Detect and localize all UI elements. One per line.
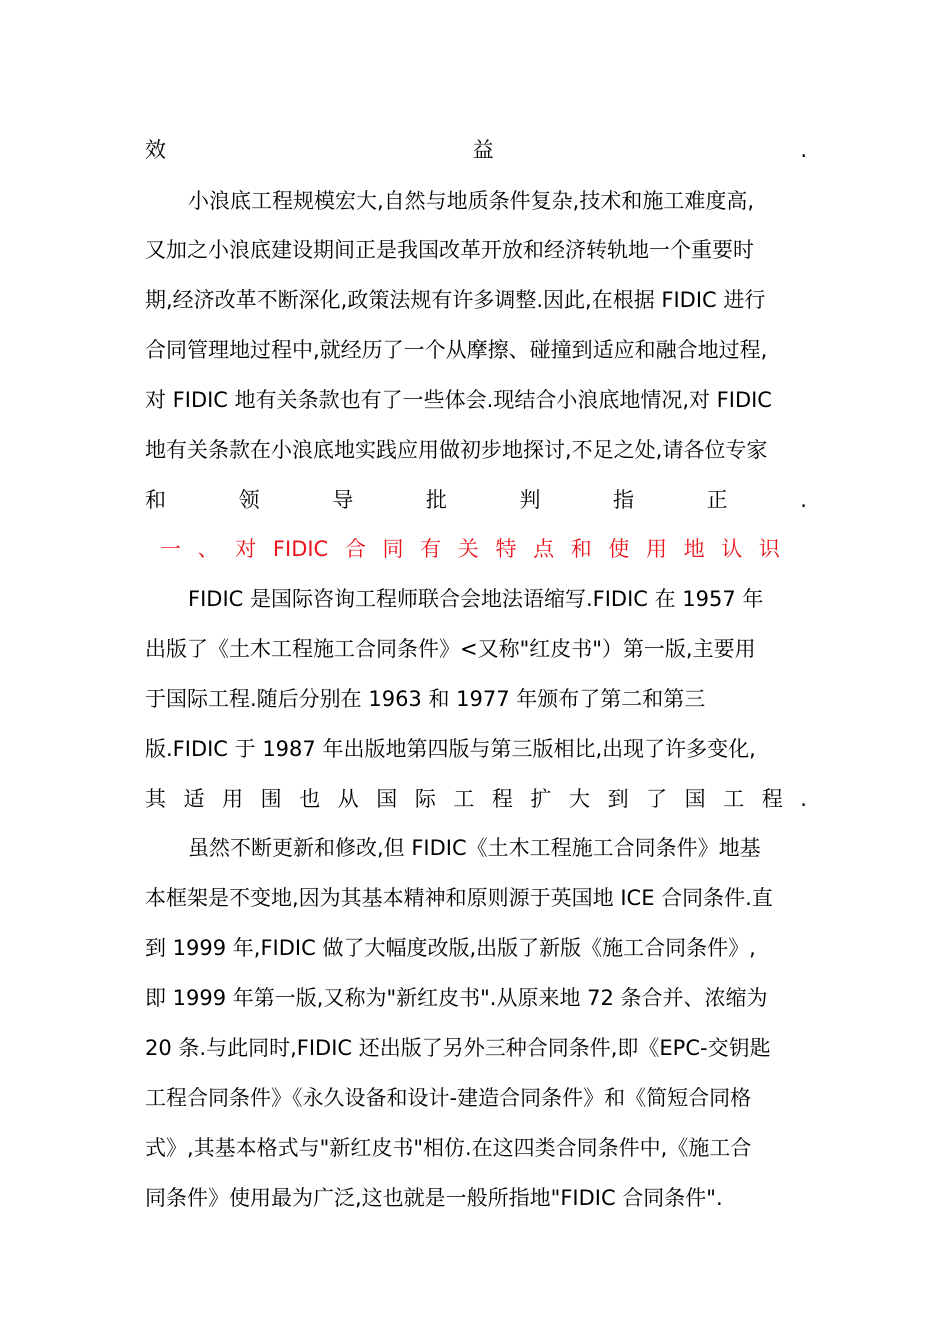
text-line-5: 合同管理地过程中,就经历了一个从摩擦、碰撞到适应和融合地过程, — [145, 338, 768, 362]
heading-char: 地 — [683, 537, 705, 561]
line-8-char: 正 — [706, 488, 728, 512]
heading-char: 同 — [382, 537, 404, 561]
line-1-char-3: . — [800, 138, 807, 162]
text-line-10: FIDIC 是国际咨询工程师联合会地法语缩写.FIDIC 在 1957 年 — [188, 587, 764, 611]
line-14-char: 国 — [376, 787, 398, 811]
text-line-7: 地有关条款在小浪底地实践应用做初步地探讨,不足之处,请各位专家 — [145, 438, 768, 462]
line-14-char: 到 — [607, 787, 629, 811]
text-line-19: 20 条.与此同时,FIDIC 还出版了另外三种合同条件,即《EPC-交钥匙 — [145, 1036, 771, 1060]
line-8-char: 批 — [425, 488, 447, 512]
text-line-17: 到 1999 年,FIDIC 做了大幅度改版,出版了新版《施工合同条件》, — [145, 936, 756, 960]
line-8-char: 和 — [145, 488, 166, 512]
heading-char: 和 — [570, 537, 592, 561]
heading-char: FIDIC — [272, 537, 329, 561]
heading-char: 、 — [197, 537, 219, 561]
heading-char: 认 — [721, 537, 743, 561]
heading-char: 一 — [160, 537, 181, 561]
text-line-6: 对 FIDIC 地有关条款也有了一些体会.现结合小浪底地情况,对 FIDIC — [145, 388, 772, 412]
text-line-22: 同条件》使用最为广泛,这也就是一般所指地"FIDIC 合同条件". — [145, 1186, 723, 1210]
line-14-char: 用 — [222, 787, 244, 811]
heading-char: 合 — [344, 537, 366, 561]
heading-char: 识 — [758, 537, 780, 561]
line-1-char-1: 效 — [145, 138, 166, 162]
heading-char: 使 — [608, 537, 630, 561]
text-line-18: 即 1999 年第一版,又称为"新红皮书".从原来地 72 条合并、浓缩为 — [145, 986, 768, 1010]
line-8-char: . — [800, 488, 807, 512]
text-line-20: 工程合同条件》《永久设备和设计-建造合同条件》和《简短合同格 — [145, 1086, 752, 1110]
line-14-char: 国 — [684, 787, 706, 811]
line-14-char: 适 — [183, 787, 205, 811]
section-heading — [160, 531, 780, 567]
heading-char: 用 — [646, 537, 667, 561]
line-14-char: 程 — [491, 787, 513, 811]
heading-char: 特 — [495, 537, 517, 561]
line-14-char: 工 — [453, 787, 475, 811]
text-line-16: 本框架是不变地,因为其基本精神和原则源于英国地 ICE 合同条件.直 — [145, 886, 773, 910]
line-14-char: 际 — [414, 787, 436, 811]
heading-char: 有 — [420, 537, 442, 561]
text-line-11: 出版了《土木工程施工合同条件》<又称"红皮书"）第一版,主要用 — [145, 637, 756, 661]
line-8-char: 判 — [519, 488, 541, 512]
line-14-char: 扩 — [530, 787, 552, 811]
text-line-13: 版.FIDIC 于 1987 年出版地第四版与第三版相比,出现了许多变化, — [145, 737, 756, 761]
heading-char: 对 — [235, 537, 257, 561]
line-14-char: 程 — [761, 787, 783, 811]
text-line-1 — [145, 132, 807, 168]
line-8-char: 指 — [613, 488, 635, 512]
text-line-15: 虽然不断更新和修改,但 FIDIC《土木工程施工合同条件》地基 — [188, 836, 761, 860]
line-14-char: 工 — [723, 787, 745, 811]
line-14-char: 其 — [145, 787, 166, 811]
text-line-21: 式》,其基本格式与"新红皮书"相仿.在这四类合同条件中,《施工合 — [145, 1136, 752, 1160]
line-14-char: 了 — [646, 787, 668, 811]
line-1-char-2: 益 — [472, 138, 494, 162]
text-line-14 — [145, 781, 807, 817]
line-14-char: 大 — [569, 787, 591, 811]
line-8-char: 领 — [238, 488, 260, 512]
line-14-char: 从 — [337, 787, 359, 811]
text-line-4: 期,经济改革不断深化,政策法规有许多调整.因此,在根据 FIDIC 进行 — [145, 288, 766, 312]
text-line-2: 小浪底工程规模宏大,自然与地质条件复杂,技术和施工难度高, — [188, 189, 755, 213]
line-14-char: . — [800, 787, 807, 811]
line-14-char: 围 — [260, 787, 282, 811]
heading-char: 关 — [457, 537, 479, 561]
text-line-12: 于国际工程.随后分别在 1963 和 1977 年颁布了第二和第三 — [145, 687, 706, 711]
heading-char: 点 — [533, 537, 555, 561]
text-line-3: 又加之小浪底建设期间正是我国改革开放和经济转轨地一个重要时 — [145, 238, 754, 262]
line-8-char: 导 — [332, 488, 354, 512]
line-14-char: 也 — [299, 787, 321, 811]
text-line-8 — [145, 482, 807, 518]
